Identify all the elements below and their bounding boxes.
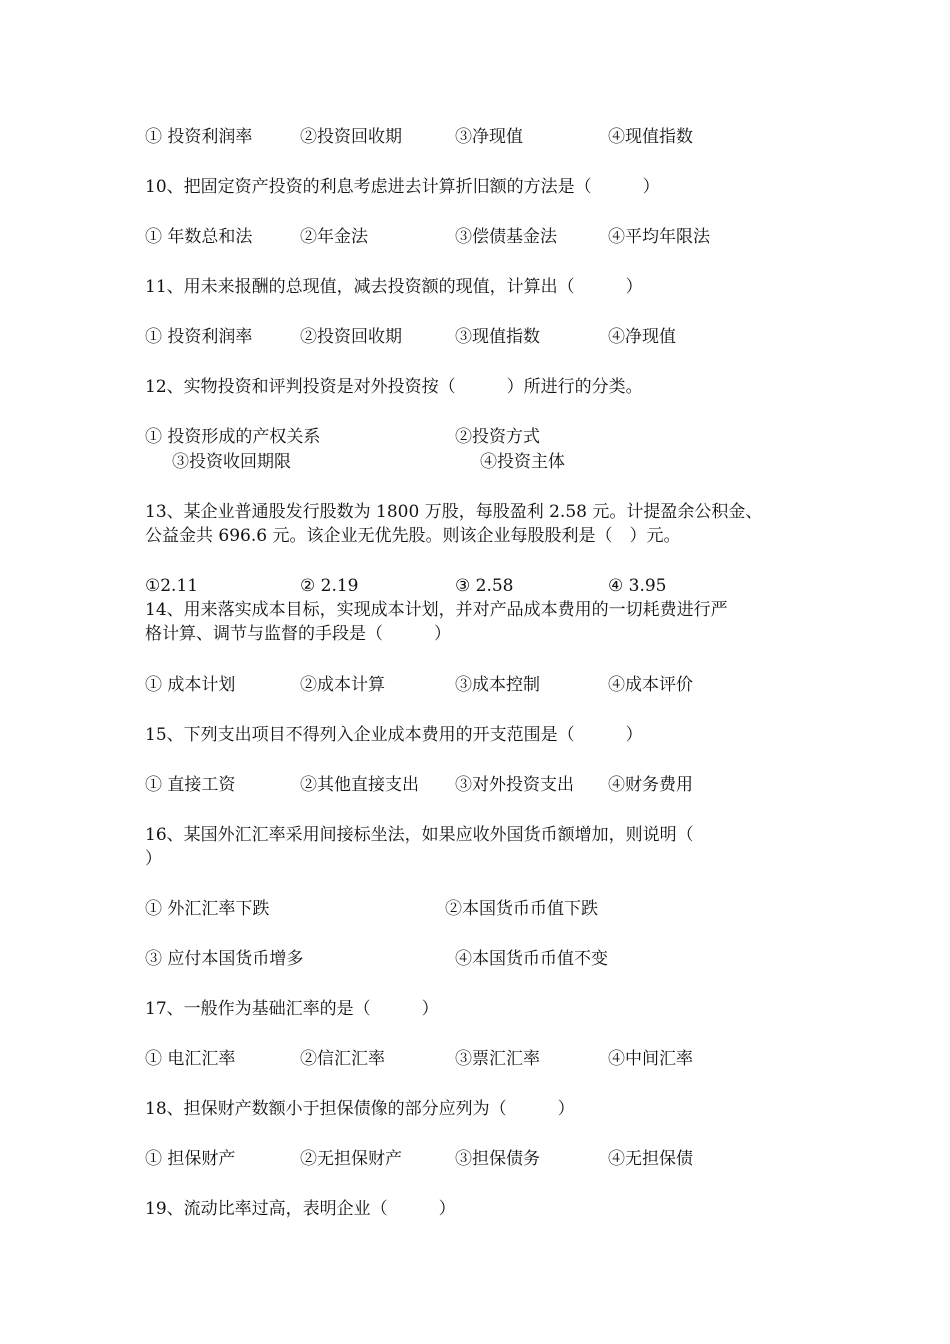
answer-option: ① 电汇汇率 xyxy=(145,1049,236,1069)
answer-option: ④无担保债 xyxy=(608,1149,693,1169)
answer-option: ① 直接工资 xyxy=(145,775,236,795)
answer-option: ② 2.19 xyxy=(300,576,359,596)
answer-option: ③偿债基金法 xyxy=(455,227,557,247)
answer-option: ①2.11 xyxy=(145,576,199,596)
answer-option: ① 投资形成的产权关系 xyxy=(145,427,321,447)
question-text: 11、用未来报酬的总现值，减去投资额的现值，计算出（ ） xyxy=(145,277,643,297)
answer-option: ②投资回收期 xyxy=(300,327,402,347)
answer-option: ① 投资利润率 xyxy=(145,127,253,147)
answer-option: ③ 应付本国货币增多 xyxy=(145,949,304,969)
question-text: 17、一般作为基础汇率的是（ ） xyxy=(145,999,439,1019)
question-text: 12、实物投资和评判投资是对外投资按（ ）所进行的分类。 xyxy=(145,377,643,397)
answer-option: ③票汇汇率 xyxy=(455,1049,540,1069)
answer-option: ④成本评价 xyxy=(608,675,693,695)
answer-option: ④投资主体 xyxy=(480,452,565,472)
question-text: 19、流动比率过高，表明企业（ ） xyxy=(145,1199,456,1219)
question-text: 15、下列支出项目不得列入企业成本费用的开支范围是（ ） xyxy=(145,725,643,745)
question-text: 10、把固定资产投资的利息考虑进去计算折旧额的方法是（ ） xyxy=(145,177,660,197)
answer-option: ②投资回收期 xyxy=(300,127,402,147)
question-text: 18、担保财产数额小于担保债像的部分应列为（ ） xyxy=(145,1099,575,1119)
question-text: 16、某国外汇汇率采用间接标坐法，如果应收外国货币额增加，则说明（ xyxy=(145,825,694,845)
answer-option: ③现值指数 xyxy=(455,327,540,347)
question-text: ） xyxy=(145,849,162,869)
answer-option: ④平均年限法 xyxy=(608,227,710,247)
answer-option: ②年金法 xyxy=(300,227,368,247)
question-text: 13、某企业普通股发行股数为 1800 万股，每股盈利 2.58 元。计提盈余公积金、 xyxy=(145,502,763,522)
answer-option: ③担保债务 xyxy=(455,1149,540,1169)
answer-option: ① 投资利润率 xyxy=(145,327,253,347)
answer-option: ④财务费用 xyxy=(608,775,693,795)
answer-option: ① 外汇汇率下跌 xyxy=(145,899,270,919)
question-text: 公益金共 696.6 元。该企业无优先股。则该企业每股股利是（ ）元。 xyxy=(145,526,681,546)
answer-option: ②其他直接支出 xyxy=(300,775,419,795)
answer-option: ① 担保财产 xyxy=(145,1149,236,1169)
answer-option: ②成本计算 xyxy=(300,675,385,695)
answer-option: ① 成本计划 xyxy=(145,675,236,695)
answer-option: ③成本控制 xyxy=(455,675,540,695)
question-text: 格计算、调节与监督的手段是（ ） xyxy=(145,624,451,644)
answer-option: ④净现值 xyxy=(608,327,676,347)
answer-option: ③投资收回期限 xyxy=(172,452,291,472)
question-text: 14、用来落实成本目标，实现成本计划，并对产品成本费用的一切耗费进行严 xyxy=(145,600,728,620)
answer-option: ④中间汇率 xyxy=(608,1049,693,1069)
answer-option: ②信汇汇率 xyxy=(300,1049,385,1069)
answer-option: ③ 2.58 xyxy=(455,576,514,596)
answer-option: ③对外投资支出 xyxy=(455,775,574,795)
answer-option: ① 年数总和法 xyxy=(145,227,253,247)
answer-option: ②投资方式 xyxy=(455,427,540,447)
answer-option: ④本国货币币值不变 xyxy=(455,949,608,969)
answer-option: ②无担保财产 xyxy=(300,1149,402,1169)
answer-option: ③净现值 xyxy=(455,127,523,147)
answer-option: ②本国货币币值下跌 xyxy=(445,899,598,919)
answer-option: ④现值指数 xyxy=(608,127,693,147)
answer-option: ④ 3.95 xyxy=(608,576,667,596)
